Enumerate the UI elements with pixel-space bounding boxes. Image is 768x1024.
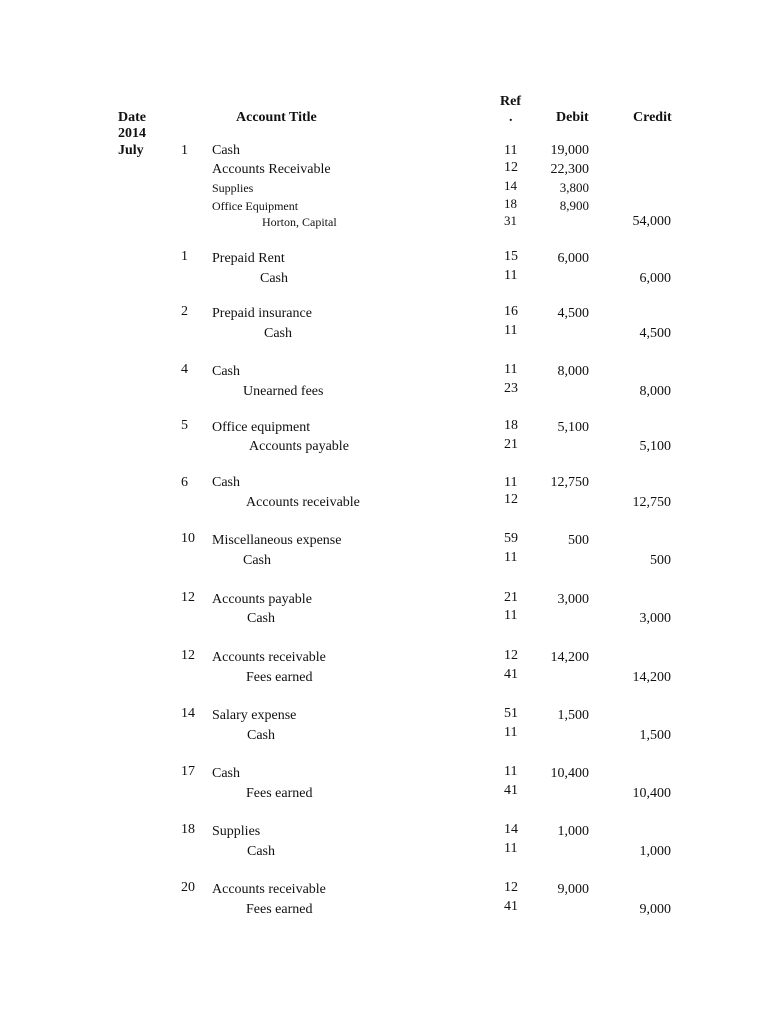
entry-debit: 500 <box>568 533 589 548</box>
entry-ref: 11 <box>504 323 518 338</box>
entry-ref: 31 <box>504 213 517 228</box>
entry-debit: 9,000 <box>557 882 589 897</box>
debit-column-header: Debit <box>556 110 589 125</box>
account-title-column-header: Account Title <box>236 110 317 125</box>
entry-ref: 16 <box>504 304 518 319</box>
entry-ref: 14 <box>504 822 518 837</box>
entry-debit: 19,000 <box>550 143 589 158</box>
entry-debit: 3,800 <box>559 180 589 195</box>
entry-debit: 5,100 <box>557 420 589 435</box>
entry-credit: 6,000 <box>639 271 671 286</box>
credit-column-header: Credit <box>633 110 672 125</box>
entry-credit: 10,400 <box>632 786 671 801</box>
entry-credit: 1,500 <box>639 728 671 743</box>
entry-ref: 41 <box>504 667 518 682</box>
entry-day: 2 <box>181 304 188 319</box>
entry-ref: 23 <box>504 381 518 396</box>
entry-ref: 11 <box>504 764 518 779</box>
entry-ref: 11 <box>504 143 518 158</box>
entry-account: Cash <box>247 844 275 859</box>
entry-ref: 11 <box>504 550 518 565</box>
entry-ref: 41 <box>504 899 518 914</box>
entry-credit: 500 <box>650 553 671 568</box>
entry-ref: 12 <box>504 492 518 507</box>
entry-credit: 5,100 <box>639 439 671 454</box>
entry-debit: 10,400 <box>550 766 589 781</box>
entry-ref: 11 <box>504 725 518 740</box>
entry-ref: 21 <box>504 590 518 605</box>
entry-ref: 11 <box>504 841 518 856</box>
entry-debit: 22,300 <box>550 162 589 177</box>
entry-account: Cash <box>243 553 271 568</box>
entry-ref: 51 <box>504 706 518 721</box>
entry-account: Accounts payable <box>212 592 312 607</box>
entry-ref: 41 <box>504 783 518 798</box>
entry-account: Prepaid insurance <box>212 306 312 321</box>
entry-credit: 4,500 <box>639 326 671 341</box>
entry-day: 12 <box>181 648 195 663</box>
entry-day: 4 <box>181 362 188 377</box>
entry-account: Horton, Capital <box>262 215 337 229</box>
entry-day: 18 <box>181 822 195 837</box>
month-label: July <box>118 143 144 158</box>
entry-ref: 18 <box>504 418 518 433</box>
entry-debit: 12,750 <box>550 475 589 490</box>
entry-ref: 18 <box>504 196 517 211</box>
entry-account: Cash <box>247 728 275 743</box>
entry-account: Supplies <box>212 824 261 839</box>
entry-account: Accounts receivable <box>212 882 326 897</box>
entry-debit: 1,000 <box>557 824 589 839</box>
entry-account: Accounts Receivable <box>212 162 331 177</box>
entry-account: Fees earned <box>246 902 313 917</box>
ref-column-header: Ref <box>500 94 521 109</box>
entry-account: Fees earned <box>246 670 313 685</box>
entry-account: Cash <box>264 326 292 341</box>
entry-account: Office equipment <box>212 420 311 435</box>
entry-debit: 14,200 <box>550 650 589 665</box>
entry-account: Fees earned <box>246 786 313 801</box>
entry-account: Cash <box>260 271 288 286</box>
entry-day: 6 <box>181 475 188 490</box>
entry-ref: 11 <box>504 608 518 623</box>
entry-credit: 9,000 <box>639 902 671 917</box>
entry-account: Accounts receivable <box>212 650 326 665</box>
entry-ref: 15 <box>504 249 518 264</box>
entry-account: Salary expense <box>212 708 297 723</box>
entry-credit: 1,000 <box>639 844 671 859</box>
entry-day: 1 <box>181 143 188 158</box>
entry-debit: 8,000 <box>557 364 589 379</box>
entry-debit: 6,000 <box>557 251 589 266</box>
entry-ref: 12 <box>504 160 518 175</box>
entry-account: Unearned fees <box>243 384 324 399</box>
entry-day: 17 <box>181 764 195 779</box>
entry-ref: 59 <box>504 531 518 546</box>
entry-ref: 12 <box>504 880 518 895</box>
date-column-header: Date <box>118 110 146 125</box>
entry-account: Miscellaneous expense <box>212 533 342 548</box>
entry-debit: 8,900 <box>559 198 589 213</box>
entry-account: Accounts payable <box>249 439 349 454</box>
entry-credit: 3,000 <box>639 611 671 626</box>
entry-debit: 3,000 <box>557 592 589 607</box>
entry-day: 5 <box>181 418 188 433</box>
entry-ref: 11 <box>504 475 518 490</box>
entry-account: Supplies <box>212 181 254 195</box>
entry-ref: 11 <box>504 268 518 283</box>
entry-account: Cash <box>212 475 240 490</box>
entry-day: 10 <box>181 531 195 546</box>
entry-account: Accounts receivable <box>246 495 360 510</box>
entry-account: Office Equipment <box>212 199 299 213</box>
entry-credit: 54,000 <box>632 214 671 229</box>
entry-debit: 4,500 <box>557 306 589 321</box>
entry-day: 14 <box>181 706 195 721</box>
entry-ref: 21 <box>504 437 518 452</box>
entry-ref: 14 <box>504 178 517 193</box>
entry-account: Cash <box>212 364 240 379</box>
entry-day: 20 <box>181 880 195 895</box>
entry-credit: 14,200 <box>632 670 671 685</box>
entry-ref: 11 <box>504 362 518 377</box>
ref-column-header-dot: . <box>509 110 513 125</box>
entry-day: 1 <box>181 249 188 264</box>
entry-credit: 12,750 <box>632 495 671 510</box>
entry-debit: 1,500 <box>557 708 589 723</box>
entry-account: Cash <box>247 611 275 626</box>
entry-account: Prepaid Rent <box>212 251 285 266</box>
entry-ref: 12 <box>504 648 518 663</box>
entry-credit: 8,000 <box>639 384 671 399</box>
entry-account: Cash <box>212 143 240 158</box>
entry-day: 12 <box>181 590 195 605</box>
entry-account: Cash <box>212 766 240 781</box>
year-label: 2014 <box>118 126 146 141</box>
